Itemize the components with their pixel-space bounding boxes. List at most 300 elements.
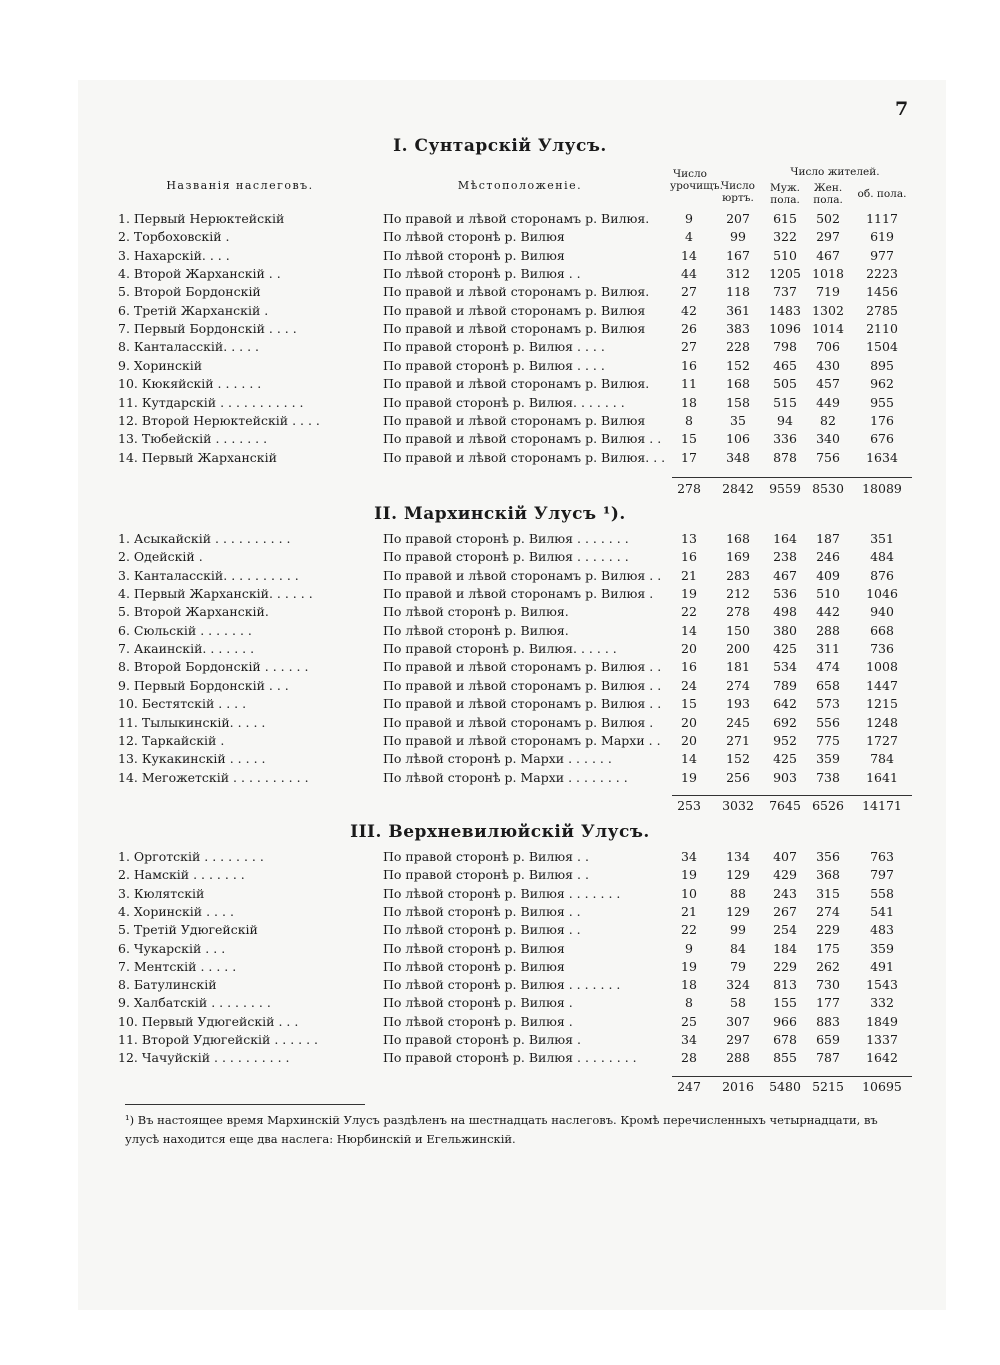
number-cell: 474 bbox=[816, 659, 840, 675]
number-cell: 556 bbox=[816, 714, 840, 730]
location-cell: По правой и лѣвой сторонамъ р. Вилюя. . . bbox=[383, 449, 666, 465]
number-cell: 13 bbox=[681, 531, 697, 546]
total-cell: 278 bbox=[677, 481, 701, 496]
number-cell: 245 bbox=[726, 714, 750, 730]
location-cell: По правой и лѣвой сторонамъ р. Вилюя. bbox=[383, 284, 650, 300]
number-cell: 1849 bbox=[866, 1013, 898, 1029]
table-row bbox=[0, 338, 1000, 356]
nasleg-name: 14. Первый Жарханскій bbox=[118, 449, 277, 465]
nasleg-name: 7. Первый Бордонскій . . . . bbox=[118, 321, 297, 337]
number-cell: 510 bbox=[816, 586, 840, 602]
number-cell: 332 bbox=[870, 995, 894, 1011]
table-row bbox=[0, 247, 1000, 265]
number-cell: 1096 bbox=[769, 321, 801, 337]
number-cell: 505 bbox=[773, 376, 797, 392]
table-row bbox=[0, 958, 1000, 976]
number-cell: 558 bbox=[870, 885, 894, 901]
nasleg-name: 4. Хоринскій . . . . bbox=[118, 903, 234, 919]
location-cell: По лѣвой сторонѣ р. Вилюя . bbox=[383, 995, 573, 1011]
location-cell: По правой и лѣвой сторонамъ р. Вилюя . bbox=[383, 586, 654, 602]
location-cell: По правой и лѣвой сторонамъ р. Вилюя. bbox=[383, 211, 650, 226]
location-cell: По правой сторонѣ р. Вилюя . . . . . . . bbox=[383, 549, 629, 565]
location-cell: По лѣвой сторонѣ р. Вилюя bbox=[383, 229, 565, 245]
number-cell: 322 bbox=[773, 229, 797, 245]
location-cell: По лѣвой сторонѣ р. Вилюя . . bbox=[383, 903, 581, 919]
number-cell: 903 bbox=[773, 769, 797, 785]
location-cell: По правой и лѣвой сторонамъ р. Мархи . . bbox=[383, 732, 661, 748]
number-cell: 99 bbox=[730, 922, 746, 938]
number-cell: 84 bbox=[730, 940, 746, 956]
location-cell: По лѣвой сторонѣ р. Вилюя. bbox=[383, 622, 569, 638]
totals-rule bbox=[672, 795, 912, 796]
number-cell: 14 bbox=[681, 751, 697, 767]
number-cell: 254 bbox=[773, 922, 797, 938]
number-cell: 615 bbox=[773, 211, 797, 226]
number-cell: 94 bbox=[777, 412, 793, 428]
number-cell: 383 bbox=[726, 321, 750, 337]
number-cell: 442 bbox=[816, 604, 840, 620]
table-row bbox=[0, 732, 1000, 750]
number-cell: 361 bbox=[726, 302, 750, 318]
table-row bbox=[0, 658, 1000, 676]
nasleg-name: 11. Тылыкинскій. . . . . bbox=[118, 714, 266, 730]
section-title: I. Сунтарскій Улусъ. bbox=[393, 136, 607, 156]
number-cell: 1641 bbox=[866, 769, 898, 785]
number-cell: 756 bbox=[816, 449, 840, 465]
number-cell: 1215 bbox=[866, 696, 898, 712]
number-cell: 27 bbox=[681, 339, 697, 355]
table-row bbox=[0, 320, 1000, 338]
number-cell: 19 bbox=[681, 867, 697, 883]
table-row bbox=[0, 976, 1000, 994]
table-row bbox=[0, 567, 1000, 585]
number-cell: 409 bbox=[816, 567, 840, 583]
number-cell: 307 bbox=[726, 1013, 750, 1029]
number-cell: 1018 bbox=[812, 266, 844, 282]
totals-row bbox=[0, 797, 1000, 815]
number-cell: 1642 bbox=[866, 1050, 898, 1066]
location-cell: По правой сторонѣ р. Вилюя. . . . . . bbox=[383, 641, 617, 657]
table-row bbox=[0, 228, 1000, 246]
number-cell: 962 bbox=[870, 376, 894, 392]
table-row bbox=[0, 714, 1000, 732]
number-cell: 99 bbox=[730, 229, 746, 245]
number-cell: 10 bbox=[681, 885, 697, 901]
number-cell: 288 bbox=[816, 622, 840, 638]
table-row bbox=[0, 394, 1000, 412]
nasleg-name: 10. Кюкяйскій . . . . . . bbox=[118, 376, 262, 392]
total-cell: 7645 bbox=[769, 798, 801, 813]
table-row bbox=[0, 994, 1000, 1012]
number-cell: 152 bbox=[726, 357, 750, 373]
number-cell: 28 bbox=[681, 1050, 697, 1066]
table-row bbox=[0, 848, 1000, 866]
nasleg-name: 6. Третій Жарханскій . bbox=[118, 302, 269, 318]
nasleg-name: 10. Бестятскій . . . . bbox=[118, 696, 247, 712]
number-cell: 407 bbox=[773, 849, 797, 864]
number-cell: 187 bbox=[816, 531, 840, 546]
number-cell: 15 bbox=[681, 696, 697, 712]
number-cell: 164 bbox=[773, 531, 797, 546]
table-row bbox=[0, 640, 1000, 658]
table-row bbox=[0, 1031, 1000, 1049]
number-cell: 25 bbox=[681, 1013, 697, 1029]
number-cell: 150 bbox=[726, 622, 750, 638]
location-cell: По правой сторонѣ р. Вилюя. . . . . . . bbox=[383, 394, 625, 410]
number-cell: 152 bbox=[726, 751, 750, 767]
number-cell: 118 bbox=[726, 284, 750, 300]
location-cell: По лѣвой сторонѣ р. Вилюя bbox=[383, 958, 565, 974]
total-cell: 253 bbox=[677, 798, 701, 813]
header-c3: Муж. пола. bbox=[770, 182, 800, 206]
header-c5: об. пола. bbox=[857, 188, 907, 200]
number-cell: 58 bbox=[730, 995, 746, 1011]
table-row bbox=[0, 1013, 1000, 1031]
section-title: II. Мархинскій Улусъ ¹). bbox=[374, 504, 626, 524]
number-cell: 82 bbox=[820, 412, 836, 428]
number-cell: 730 bbox=[816, 977, 840, 993]
number-cell: 678 bbox=[773, 1032, 797, 1047]
number-cell: 515 bbox=[773, 394, 797, 410]
total-cell: 18089 bbox=[862, 481, 902, 496]
number-cell: 88 bbox=[730, 885, 746, 901]
number-cell: 14 bbox=[681, 622, 697, 638]
number-cell: 430 bbox=[816, 357, 840, 373]
table-row bbox=[0, 430, 1000, 448]
number-cell: 359 bbox=[870, 940, 894, 956]
number-cell: 315 bbox=[816, 885, 840, 901]
table-row bbox=[0, 1049, 1000, 1067]
number-cell: 20 bbox=[681, 732, 697, 748]
location-cell: По правой и лѣвой сторонамъ р. Вилюя . . bbox=[383, 567, 662, 583]
number-cell: 483 bbox=[870, 922, 894, 938]
table-row bbox=[0, 885, 1000, 903]
page-number: 7 bbox=[895, 98, 909, 120]
number-cell: 787 bbox=[816, 1050, 840, 1066]
nasleg-name: 13. Кукакинскій . . . . . bbox=[118, 751, 266, 767]
number-cell: 1302 bbox=[812, 302, 844, 318]
header-c4: Жен. пола. bbox=[813, 182, 843, 206]
number-cell: 719 bbox=[816, 284, 840, 300]
number-cell: 9 bbox=[685, 940, 693, 956]
number-cell: 738 bbox=[816, 769, 840, 785]
header-location: Мѣстоположеніе. bbox=[457, 179, 583, 192]
nasleg-name: 5. Второй Жарханскій. bbox=[118, 604, 269, 620]
number-cell: 2223 bbox=[866, 266, 898, 282]
number-cell: 181 bbox=[726, 659, 750, 675]
location-cell: По правой и лѣвой сторонамъ р. Вилюя bbox=[383, 302, 646, 318]
number-cell: 243 bbox=[773, 885, 797, 901]
totals-rule bbox=[672, 1076, 912, 1077]
nasleg-name: 2. Одейскій . bbox=[118, 549, 203, 565]
number-cell: 278 bbox=[726, 604, 750, 620]
total-cell: 5480 bbox=[769, 1079, 801, 1094]
location-cell: По правой сторонѣ р. Вилюя . . bbox=[383, 867, 589, 883]
table-row bbox=[0, 357, 1000, 375]
number-cell: 789 bbox=[773, 677, 797, 693]
number-cell: 167 bbox=[726, 247, 750, 263]
nasleg-name: 12. Таркайскій . bbox=[118, 732, 225, 748]
number-cell: 619 bbox=[870, 229, 894, 245]
table-row bbox=[0, 265, 1000, 283]
location-cell: По лѣвой сторонѣ р. Вилюя . . . . . . . bbox=[383, 885, 621, 901]
number-cell: 2110 bbox=[866, 321, 898, 337]
location-cell: По лѣвой сторонѣ р. Вилюя bbox=[383, 247, 565, 263]
number-cell: 1483 bbox=[769, 302, 801, 318]
number-cell: 491 bbox=[870, 958, 894, 974]
number-cell: 895 bbox=[870, 357, 894, 373]
number-cell: 1456 bbox=[866, 284, 898, 300]
total-cell: 5215 bbox=[812, 1079, 844, 1094]
number-cell: 498 bbox=[773, 604, 797, 620]
number-cell: 311 bbox=[816, 641, 840, 657]
number-cell: 288 bbox=[726, 1050, 750, 1066]
number-cell: 1727 bbox=[866, 732, 898, 748]
number-cell: 158 bbox=[726, 394, 750, 410]
nasleg-name: 6. Чукарскій . . . bbox=[118, 940, 226, 956]
nasleg-name: 1. Асыкайскій . . . . . . . . . . bbox=[118, 531, 291, 546]
table-row bbox=[0, 940, 1000, 958]
number-cell: 11 bbox=[681, 376, 697, 392]
nasleg-name: 4. Первый Жарханскій. . . . . . bbox=[118, 586, 313, 602]
number-cell: 359 bbox=[816, 751, 840, 767]
location-cell: По правой и лѣвой сторонамъ р. Вилюя . . bbox=[383, 431, 662, 447]
number-cell: 16 bbox=[681, 357, 697, 373]
number-cell: 274 bbox=[816, 903, 840, 919]
number-cell: 324 bbox=[726, 977, 750, 993]
number-cell: 297 bbox=[816, 229, 840, 245]
location-cell: По правой и лѣвой сторонамъ р. Вилюя. bbox=[383, 376, 650, 392]
number-cell: 168 bbox=[726, 376, 750, 392]
location-cell: По лѣвой сторонѣ р. Вилюя. bbox=[383, 604, 569, 620]
nasleg-name: 13. Тюбейскій . . . . . . . bbox=[118, 431, 268, 447]
number-cell: 465 bbox=[773, 357, 797, 373]
total-cell: 9559 bbox=[769, 481, 801, 496]
location-cell: По правой и лѣвой сторонамъ р. Вилюя bbox=[383, 321, 646, 337]
footnote: ¹) Въ настоящее время Мархинскій Улусъ раздѣленъ на шестнадцать наслеговъ. Кромѣ перечисленныхъ четырнадцати, въ улусѣ находится еще два наслега: Нюрбинскій и Егельжинскій. bbox=[125, 1113, 878, 1146]
number-cell: 467 bbox=[773, 567, 797, 583]
section-title: III. Верхневилюйскій Улусъ. bbox=[350, 822, 650, 842]
number-cell: 356 bbox=[816, 849, 840, 864]
number-cell: 797 bbox=[870, 867, 894, 883]
number-cell: 1248 bbox=[866, 714, 898, 730]
number-cell: 19 bbox=[681, 958, 697, 974]
nasleg-name: 4. Второй Жарханскій . . bbox=[118, 266, 281, 282]
number-cell: 134 bbox=[726, 849, 750, 864]
number-cell: 484 bbox=[870, 549, 894, 565]
number-cell: 246 bbox=[816, 549, 840, 565]
number-cell: 706 bbox=[816, 339, 840, 355]
nasleg-name: 11. Второй Удюгейскій . . . . . . bbox=[118, 1032, 319, 1047]
number-cell: 16 bbox=[681, 659, 697, 675]
table-row bbox=[0, 677, 1000, 695]
number-cell: 534 bbox=[773, 659, 797, 675]
number-cell: 952 bbox=[773, 732, 797, 748]
number-cell: 1634 bbox=[866, 449, 898, 465]
number-cell: 878 bbox=[773, 449, 797, 465]
number-cell: 129 bbox=[726, 903, 750, 919]
nasleg-name: 6. Сюльскій . . . . . . . bbox=[118, 622, 252, 638]
number-cell: 34 bbox=[681, 849, 697, 864]
table-row bbox=[0, 449, 1000, 467]
location-cell: По лѣвой сторонѣ р. Вилюя . . bbox=[383, 922, 581, 938]
number-cell: 169 bbox=[726, 549, 750, 565]
number-cell: 21 bbox=[681, 567, 697, 583]
table-row bbox=[0, 283, 1000, 301]
number-cell: 176 bbox=[870, 412, 894, 428]
nasleg-name: 3. Нахарскій. . . . bbox=[118, 247, 230, 263]
nasleg-name: 3. Кюлятскій bbox=[118, 885, 205, 901]
totals-rule bbox=[672, 477, 912, 478]
totals-row bbox=[0, 1078, 1000, 1096]
number-cell: 229 bbox=[816, 922, 840, 938]
nasleg-name: 2. Намскій . . . . . . . bbox=[118, 867, 245, 883]
location-cell: По правой и лѣвой сторонамъ р. Вилюя . bbox=[383, 714, 654, 730]
table-row bbox=[0, 585, 1000, 603]
number-cell: 1337 bbox=[866, 1032, 898, 1047]
nasleg-name: 1. Первый Нерюктейскій bbox=[118, 211, 285, 226]
location-cell: По правой сторонѣ р. Вилюя . bbox=[383, 1032, 581, 1047]
number-cell: 129 bbox=[726, 867, 750, 883]
total-cell: 10695 bbox=[862, 1079, 902, 1094]
number-cell: 658 bbox=[816, 677, 840, 693]
number-cell: 380 bbox=[773, 622, 797, 638]
nasleg-name: 8. Батулинскій bbox=[118, 977, 217, 993]
number-cell: 184 bbox=[773, 940, 797, 956]
total-cell: 6526 bbox=[812, 798, 844, 813]
number-cell: 425 bbox=[773, 641, 797, 657]
table-row bbox=[0, 903, 1000, 921]
nasleg-name: 14. Мегожетскій . . . . . . . . . . bbox=[118, 769, 309, 785]
number-cell: 106 bbox=[726, 431, 750, 447]
number-cell: 336 bbox=[773, 431, 797, 447]
header-names: Названія наслеговъ. bbox=[166, 179, 314, 192]
location-cell: По правой и лѣвой сторонамъ р. Вилюя . . bbox=[383, 696, 662, 712]
number-cell: 966 bbox=[773, 1013, 797, 1029]
table-row bbox=[0, 302, 1000, 320]
number-cell: 168 bbox=[726, 531, 750, 546]
number-cell: 262 bbox=[816, 958, 840, 974]
nasleg-name: 12. Второй Нерюктейскій . . . . bbox=[118, 412, 320, 428]
footnote-rule bbox=[125, 1104, 365, 1105]
number-cell: 16 bbox=[681, 549, 697, 565]
number-cell: 876 bbox=[870, 567, 894, 583]
number-cell: 1447 bbox=[866, 677, 898, 693]
total-cell: 14171 bbox=[862, 798, 902, 813]
nasleg-name: 7. Ментскій . . . . . bbox=[118, 958, 237, 974]
number-cell: 34 bbox=[681, 1032, 697, 1047]
number-cell: 1008 bbox=[866, 659, 898, 675]
location-cell: По лѣвой сторонѣ р. Вилюя . . . . . . . bbox=[383, 977, 621, 993]
table-row bbox=[0, 548, 1000, 566]
number-cell: 297 bbox=[726, 1032, 750, 1047]
number-cell: 207 bbox=[726, 211, 750, 226]
number-cell: 510 bbox=[773, 247, 797, 263]
number-cell: 1014 bbox=[812, 321, 844, 337]
table-row bbox=[0, 866, 1000, 884]
location-cell: По лѣвой сторонѣ р. Мархи . . . . . . bbox=[383, 751, 612, 767]
number-cell: 736 bbox=[870, 641, 894, 657]
number-cell: 24 bbox=[681, 677, 697, 693]
number-cell: 940 bbox=[870, 604, 894, 620]
number-cell: 2785 bbox=[866, 302, 898, 318]
number-cell: 642 bbox=[773, 696, 797, 712]
number-cell: 177 bbox=[816, 995, 840, 1011]
number-cell: 19 bbox=[681, 586, 697, 602]
table-row bbox=[0, 375, 1000, 393]
number-cell: 27 bbox=[681, 284, 697, 300]
number-cell: 175 bbox=[816, 940, 840, 956]
number-cell: 425 bbox=[773, 751, 797, 767]
table-row bbox=[0, 412, 1000, 430]
nasleg-name: 8. Канталасскій. . . . . bbox=[118, 339, 260, 355]
nasleg-name: 1. Орготскій . . . . . . . . bbox=[118, 849, 264, 864]
nasleg-name: 2. Торбоховскій . bbox=[118, 229, 230, 245]
number-cell: 8 bbox=[685, 995, 693, 1011]
nasleg-name: 10. Первый Удюгейскій . . . bbox=[118, 1013, 299, 1029]
number-cell: 977 bbox=[870, 247, 894, 263]
total-cell: 2016 bbox=[722, 1079, 754, 1094]
nasleg-name: 8. Второй Бордонскій . . . . . . bbox=[118, 659, 309, 675]
number-cell: 955 bbox=[870, 394, 894, 410]
location-cell: По правой сторонѣ р. Вилюя . . . . . . . . bbox=[383, 1050, 637, 1066]
number-cell: 340 bbox=[816, 431, 840, 447]
location-cell: По лѣвой сторонѣ р. Вилюя . bbox=[383, 1013, 573, 1029]
location-cell: По правой сторонѣ р. Вилюя . . . . bbox=[383, 357, 605, 373]
number-cell: 798 bbox=[773, 339, 797, 355]
total-cell: 8530 bbox=[812, 481, 844, 496]
number-cell: 14 bbox=[681, 247, 697, 263]
table-row bbox=[0, 769, 1000, 787]
nasleg-name: 5. Второй Бордонскій bbox=[118, 284, 261, 300]
number-cell: 573 bbox=[816, 696, 840, 712]
number-cell: 238 bbox=[773, 549, 797, 565]
header-c1: Число урочищъ. bbox=[670, 168, 723, 192]
nasleg-name: 9. Первый Бордонскій . . . bbox=[118, 677, 289, 693]
table-row bbox=[0, 530, 1000, 548]
number-cell: 283 bbox=[726, 567, 750, 583]
total-cell: 2842 bbox=[722, 481, 754, 496]
nasleg-name: 9. Хоринскій bbox=[118, 357, 203, 373]
table-row bbox=[0, 622, 1000, 640]
location-cell: По правой и лѣвой сторонамъ р. Вилюя bbox=[383, 412, 646, 428]
number-cell: 193 bbox=[726, 696, 750, 712]
nasleg-name: 9. Халбатскій . . . . . . . . bbox=[118, 995, 271, 1011]
total-cell: 247 bbox=[677, 1079, 701, 1094]
nasleg-name: 7. Акаинскій. . . . . . . bbox=[118, 641, 255, 657]
table-row bbox=[0, 750, 1000, 768]
number-cell: 200 bbox=[726, 641, 750, 657]
totals-row bbox=[0, 480, 1000, 498]
number-cell: 312 bbox=[726, 266, 750, 282]
number-cell: 274 bbox=[726, 677, 750, 693]
nasleg-name: 11. Кутдарскій . . . . . . . . . . . bbox=[118, 394, 304, 410]
location-cell: По правой сторонѣ р. Вилюя . . . . . . . bbox=[383, 531, 629, 546]
number-cell: 20 bbox=[681, 714, 697, 730]
number-cell: 351 bbox=[870, 531, 894, 546]
number-cell: 42 bbox=[681, 302, 697, 318]
location-cell: По лѣвой сторонѣ р. Мархи . . . . . . . . bbox=[383, 769, 628, 785]
number-cell: 1543 bbox=[866, 977, 898, 993]
number-cell: 79 bbox=[730, 958, 746, 974]
location-cell: По правой и лѣвой сторонамъ р. Вилюя . . bbox=[383, 659, 662, 675]
header-c2: Число юртъ. bbox=[721, 180, 755, 204]
number-cell: 855 bbox=[773, 1050, 797, 1066]
number-cell: 348 bbox=[726, 449, 750, 465]
number-cell: 20 bbox=[681, 641, 697, 657]
number-cell: 883 bbox=[816, 1013, 840, 1029]
location-cell: По лѣвой сторонѣ р. Вилюя . . bbox=[383, 266, 581, 282]
